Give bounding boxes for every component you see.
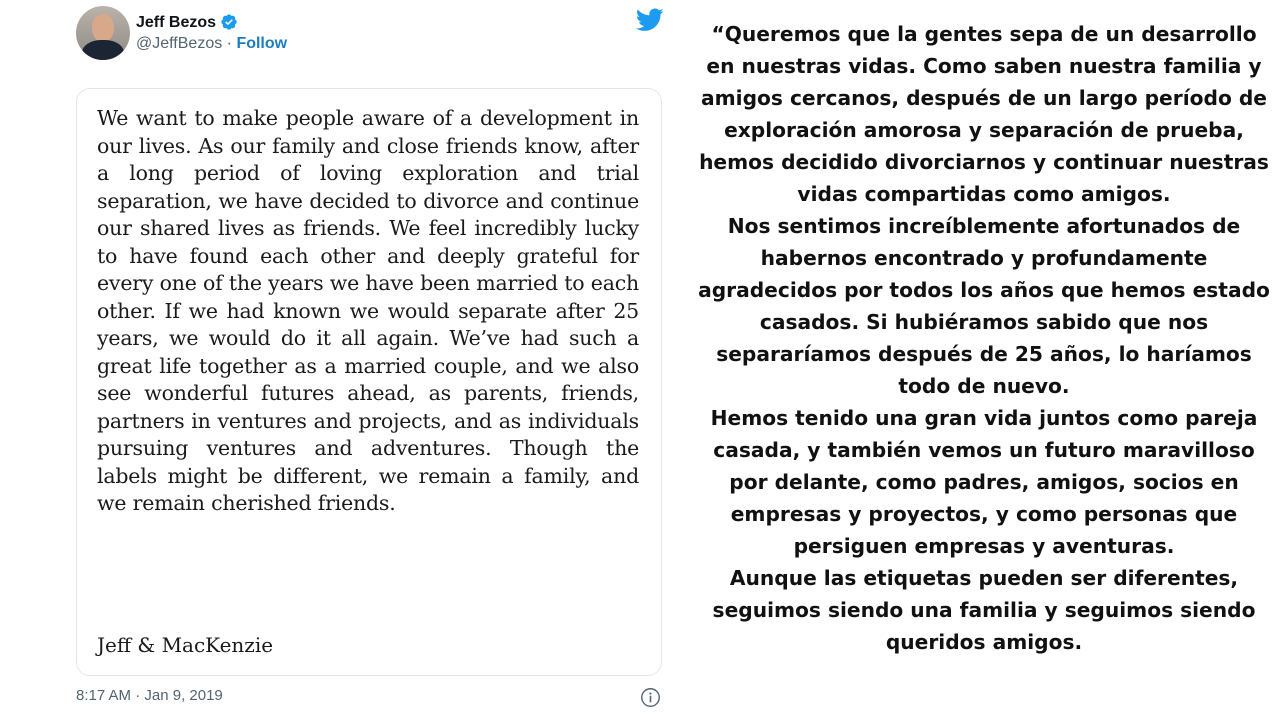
tweet-header (76, 6, 287, 60)
spanish-translation (698, 18, 1270, 658)
tweet-image-card[interactable] (76, 88, 662, 676)
letter-signature: Jeff & MacKenzie (97, 633, 274, 657)
follow-button[interactable]: Follow (236, 35, 288, 52)
author-handle[interactable]: @JeffBezos (136, 35, 223, 52)
twitter-bird-icon[interactable] (636, 8, 664, 32)
translation-paragraph-2: Nos sentimos increíblemente afortunados de habernos encontrado y profundamente agradecidos por todos los años que hemos estado casados. Si hubiéramos sabido que nos separaríamos después de 25 años, lo haríamos todo de nuevo. (698, 214, 1270, 398)
name-row (136, 13, 287, 32)
tweet-embed (60, 0, 680, 720)
letter-text: We want to make people aware of a development in our lives. As our family and close friends know, after a long period of loving exploration and trial separation, we have decided to divorce and continue our shared lives as friends. We feel incredibly lucky to have found each other and deeply grateful for every one of the years we have been married to each other. If we had known we would separate after 25 years, we would do it all again. We’ve had such a great life together as a married couple, and we also see wonderful futures ahead, as parents, friends, partners in ventures and projects, and as individuals pursuing ventures and adventures. Though the labels might be different, we remain a family, and we remain cherished friends. (97, 106, 639, 515)
translation-paragraph-3: Hemos tenido una gran vida juntos como pareja casada, y también vemos un futuro maravilloso por delante, como padres, amigos, socios en empresas y proyectos, y como personas que persiguen empresas y aventuras. (710, 406, 1258, 558)
avatar-head (92, 14, 114, 42)
avatar-body (82, 40, 124, 60)
avatar[interactable] (76, 6, 130, 60)
tweet-timestamp[interactable]: 8:17 AM · Jan 9, 2019 (76, 687, 223, 704)
handle-row (136, 34, 287, 53)
translation-paragraph-4: Aunque las etiquetas pueden ser diferentes, seguimos siendo una familia y seguimos siendo queridos amigos. (712, 566, 1256, 654)
separator-dot: · (222, 35, 237, 52)
author-identity (136, 13, 287, 53)
verified-badge-icon (220, 13, 238, 31)
translation-paragraph-1: “Queremos que la gentes sepa de un desarrollo en nuestras vidas. Como saben nuestra familia y amigos cercanos, después de un largo período de exploración amorosa y separación de prueba, hemos decidido divorciarnos y continuar nuestras vidas compartidas como amigos. (699, 22, 1269, 206)
author-name[interactable]: Jeff Bezos (136, 13, 217, 31)
info-icon[interactable] (640, 687, 661, 708)
